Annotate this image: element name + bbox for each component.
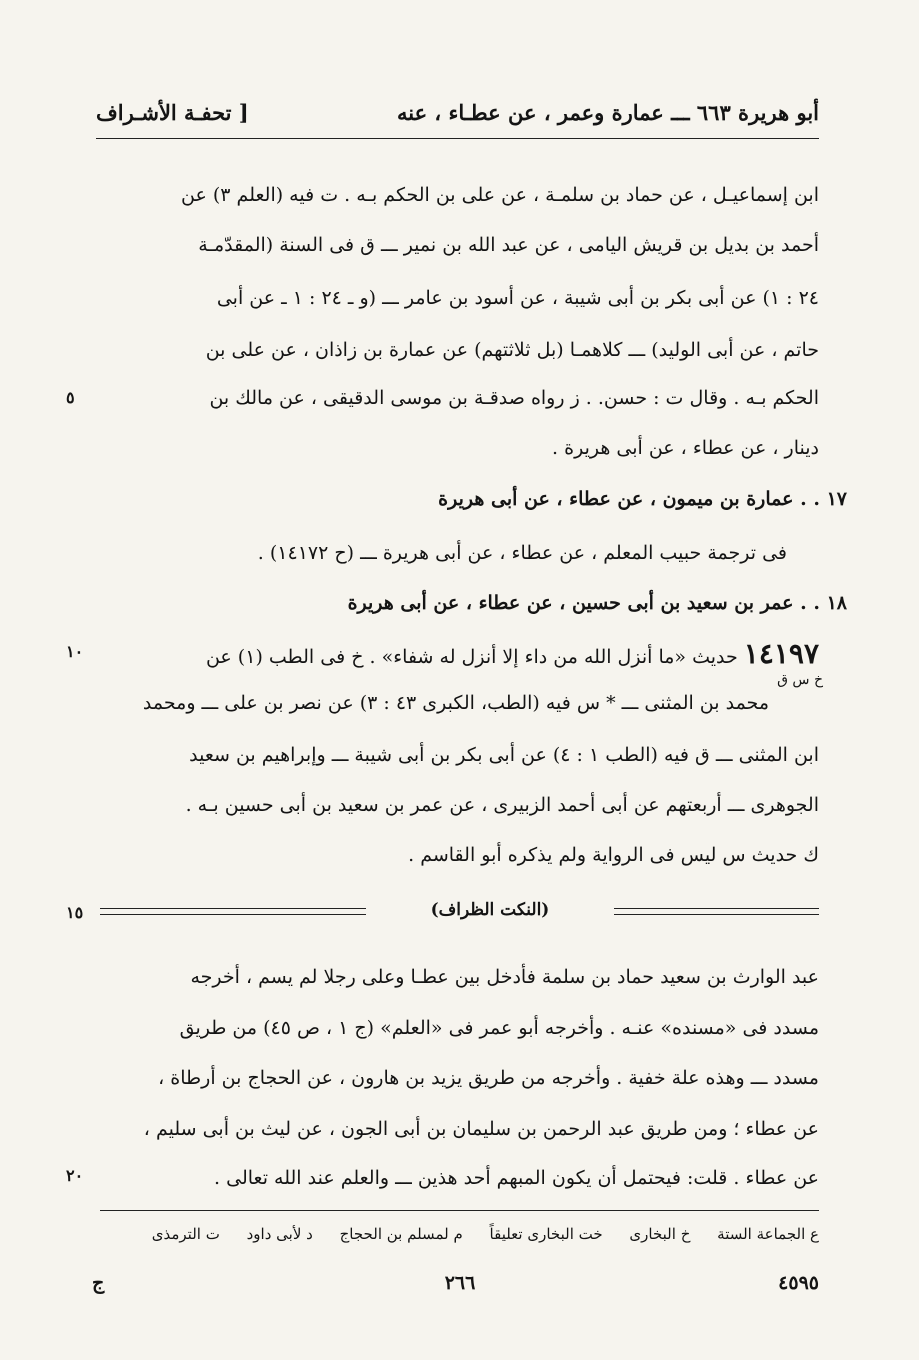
- abbreviation-legend: [130, 1225, 819, 1243]
- margin-line-number: ١٠: [66, 642, 84, 661]
- footer-signature-number: ٤٥٩٥: [778, 1272, 819, 1294]
- section-17-heading: [438, 484, 847, 514]
- legend-item: د لأبى داود: [246, 1225, 313, 1243]
- section-18-number: ١٨ . .: [800, 592, 847, 614]
- section-17-title: عمارة بن ميمون ، عن عطاء ، عن أبى هريرة: [438, 488, 794, 510]
- legend-item: خت البخارى تعليقاً: [489, 1225, 603, 1243]
- note-line: عن عطاء ؛ ومن طريق عبد الرحمن بن سليمان بن أبى الجون ، عن ليث بن أبى سليم ،: [143, 1118, 819, 1140]
- legend-rule: [100, 1210, 819, 1211]
- body-line: دينار ، عن عطاء ، عن أبى هريرة .: [552, 437, 819, 459]
- body-line: أحمد بن بديل بن قريش اليامى ، عن عبد الله بن نمير ـــ ق فى السنة (المقدّمـة: [198, 234, 819, 256]
- section-17-number: ١٧ . .: [800, 488, 847, 510]
- margin-line-number: ٢٠: [66, 1166, 84, 1185]
- note-line: مسدد ـــ وهذه علة خفية . وأخرجه من طريق يزيد بن هارون ، عن الحجاج بن أرطاة ،: [158, 1067, 819, 1089]
- margin-line-number: ٥: [66, 388, 75, 407]
- body-line: حاتم ، عن أبى الوليد) ـــ كلاهمـا (بل ثلاثتهم) عن عمارة بن زاذان ، عن على بن: [205, 339, 819, 361]
- running-header-title: أبو هريرة ٦٦٣ ـــ عمارة وعمر ، عن عطـاء ، عنه: [396, 100, 819, 125]
- body-line: الحكم بـه . وقال ت : حسن. . ز رواه صدقـة بن موسى الدقيقى ، عن مالك بن: [209, 387, 819, 409]
- hadith-line: محمد بن المثنى ـــ * س فيه (الطب، الكبرى ٤٣ : ٣) عن نصر بن على ـــ ومحمد: [142, 692, 769, 714]
- book-title: [ تحفـة الأشـراف: [96, 100, 249, 125]
- body-line: ٢٤ : ١) عن أبى بكر بن أبى شيبة ، عن أسود بن عامر ـــ (و ـ ٢٤ : ١ ـ عن أبى: [216, 287, 819, 309]
- note-line: عن عطاء . قلت: فيحتمل أن يكون المبهم أحد هذين ـــ والعلم عند الله تعالى .: [214, 1167, 819, 1189]
- section-18-heading: [348, 588, 847, 618]
- page-number: ٢٦٦: [444, 1272, 476, 1294]
- section-separator: [100, 900, 819, 924]
- legend-item: ت الترمذى: [151, 1225, 220, 1243]
- section-18-title: عمر بن سعيد بن أبى حسين ، عن عطاء ، عن أبى هريرة: [347, 592, 794, 614]
- hadith-text: حديث «ما أنزل الله من داء إلا أنزل له شفاء» . خ فى الطب (١) عن: [205, 646, 738, 668]
- section-17-text: فى ترجمة حبيب المعلم ، عن عطاء ، عن أبى هريرة ـــ (ح ١٤١٧٢) .: [257, 542, 787, 564]
- volume-mark: ج: [92, 1272, 105, 1294]
- legend-item: م لمسلم بن الحجاج: [339, 1225, 463, 1243]
- separator-rule-left: [100, 908, 366, 915]
- hadith-first-line: [206, 636, 819, 675]
- separator-title: (النكت الظراف): [430, 900, 550, 920]
- note-line: عبد الوارث بن سعيد حماد بن سلمة فأدخل بين عطـا وعلى رجلا لم يسم ، أخرجه: [190, 966, 819, 988]
- note-line: مسدد فى «مسنده» عنـه . وأخرجه أبو عمر فى «العلم» (ج ١ ، ص ٤٥) من طريق: [179, 1017, 819, 1039]
- margin-line-number: ١٥: [66, 903, 84, 922]
- legend-item: ع الجماعة الستة: [717, 1225, 819, 1243]
- hadith-line: الجوهرى ـــ أربعتهم عن أبى أحمد الزبيرى ، عن عمر بن سعيد بن أبى حسين بـه .: [185, 794, 819, 816]
- hadith-number: ١٤١٩٧: [743, 637, 819, 670]
- body-line: ابن إسماعيـل ، عن حماد بن سلمـة ، عن على بن الحكم بـه . ت فيه (العلم ٣) عن: [181, 184, 819, 206]
- header-rule: [96, 138, 819, 139]
- hadith-line: ابن المثنى ـــ ق فيه (الطب ١ : ٤) عن أبى بكر بن أبى شيبة ـــ وإبراهيم بن سعيد: [189, 744, 819, 766]
- legend-item: خ البخارى: [629, 1225, 691, 1243]
- hadith-line: ك حديث س ليس فى الرواية ولم يذكره أبو القاسم .: [408, 844, 819, 866]
- separator-rule-right: [614, 908, 819, 915]
- source-codes: خ س ق: [777, 672, 823, 688]
